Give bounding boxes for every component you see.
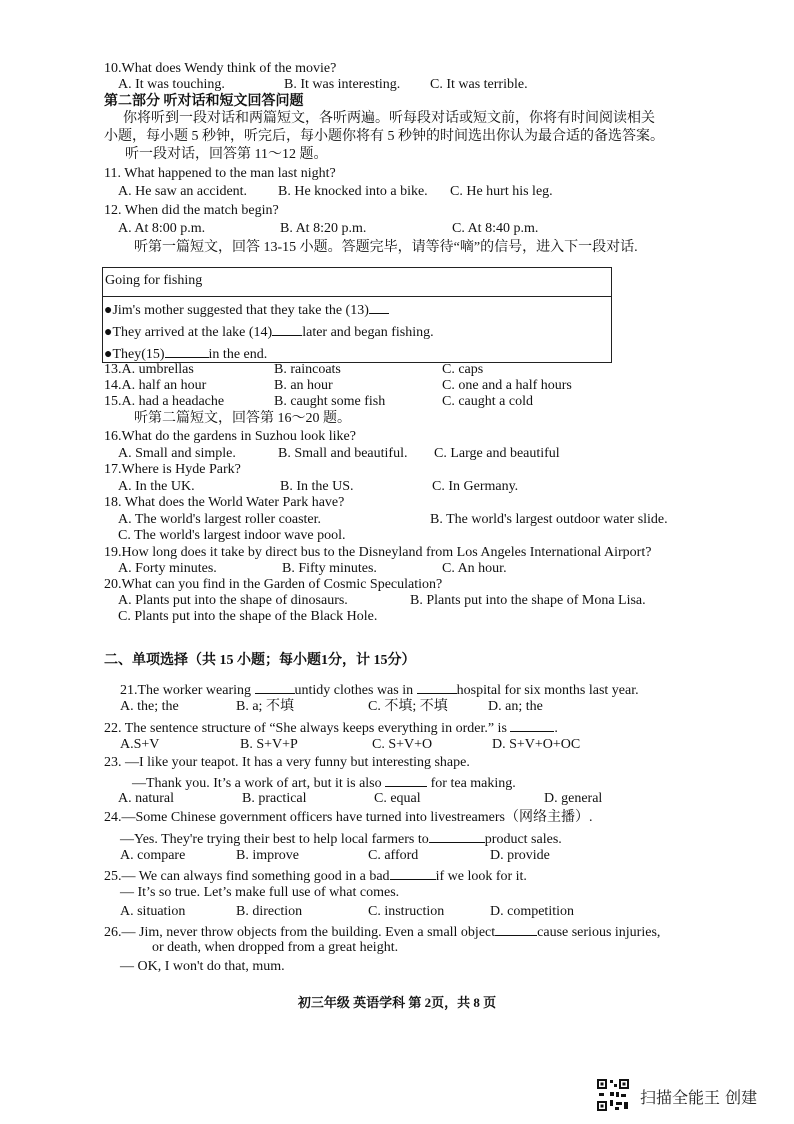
q19-stem: 19.How long does it take by direct bus to the Disneyland from Los Angeles International Airport? <box>104 545 652 560</box>
q21-stem-part1: 21.The worker wearing <box>120 683 252 698</box>
q21-option-d: D. an; the <box>488 699 543 714</box>
q24-option-d: D. provide <box>490 848 550 863</box>
fishing-line-15-tail: in the end. <box>208 347 268 362</box>
q20-option-a: A. Plants put into the shape of dinosaurs. <box>118 593 348 608</box>
q13-option-c: C. caps <box>442 362 484 377</box>
q25-line2: — It’s so true. Let’s make full use of what comes. <box>120 885 400 900</box>
q21-stem-part3: hospital for six months last year. <box>456 683 639 698</box>
part2-instructions-line2: 小题，每小题 5 秒钟，听完后，每小题你将有 5 秒钟的时间选出你认为最合适的备选答案。 <box>104 129 664 144</box>
q22-stem-text: 22. The sentence structure of “She always keeps everything in order.” is <box>104 721 507 736</box>
q15-option-a: 15.A. had a headache <box>104 394 225 409</box>
q22-option-d: D. S+V+O+OC <box>492 737 581 752</box>
q23-option-b: B. practical <box>242 791 307 806</box>
q14-option-c: C. one and a half hours <box>442 378 572 393</box>
page-footer: 初三年级 英语学科 第 2页，共 8 页 <box>297 995 497 1010</box>
q13-option-a: 13.A. umbrellas <box>104 362 194 377</box>
q20-option-b: B. Plants put into the shape of Mona Lisa. <box>410 593 646 608</box>
qr-code-icon <box>596 1078 630 1112</box>
q10-option-a: A. It was touching. <box>118 77 225 92</box>
q11-option-a: A. He saw an accident. <box>118 184 248 199</box>
q25-line1-text: 25.— We can always find something good in a bad <box>104 869 390 884</box>
q12-option-a: A. At 8:00 p.m. <box>118 221 206 236</box>
q22-blank <box>510 718 554 732</box>
fishing-line-15-text: ●They(15) <box>104 347 165 362</box>
q25-option-a: A. situation <box>120 904 186 919</box>
fishing-line-14-tail: later and began fishing. <box>302 325 434 340</box>
section2-title: 二、单项选择（共 15 小题；每小题1分，计 15分） <box>104 653 416 668</box>
q25-option-d: D. competition <box>490 904 574 919</box>
part2-instructions-line1: 你将听到一段对话和两篇短文，各听两遍。听每段对话或短文前，你将有时间阅读相关 <box>123 111 655 126</box>
q22-option-a: A.S+V <box>120 737 160 752</box>
q14-option-b: B. an hour <box>274 378 333 393</box>
q18-stem: 18. What does the World Water Park have? <box>104 495 345 510</box>
fishing-line-13 <box>104 300 389 319</box>
q23-blank <box>385 773 427 787</box>
q24-line2-text: —Yes. They're trying their best to help local farmers to <box>120 832 429 847</box>
q20-option-c: C. Plants put into the shape of the Black Hole. <box>118 609 378 624</box>
q16-option-a: A. Small and simple. <box>118 446 236 461</box>
q17-option-a: A. In the UK. <box>118 479 195 494</box>
q22-stem <box>104 718 558 737</box>
q23-line1: 23. —I like your teapot. It has a very funny but interesting shape. <box>104 755 470 770</box>
q21-blank-2 <box>417 680 457 694</box>
q23-option-c: C. equal <box>374 791 421 806</box>
q19-option-b: B. Fifty minutes. <box>282 561 377 576</box>
q14-option-a: 14.A. half an hour <box>104 378 207 393</box>
scanner-watermark-text: 扫描全能王 创建 <box>640 1088 758 1107</box>
q24-line1: 24.—Some Chinese government officers have turned into livestreamers（网络主播）. <box>104 810 593 825</box>
fishing-box-header <box>103 268 611 297</box>
q18-option-c: C. The world's largest indoor wave pool. <box>118 528 346 543</box>
q16-stem: 16.What do the gardens in Suzhou look like? <box>104 429 356 444</box>
q17-option-c: C. In Germany. <box>432 479 519 494</box>
q25-blank <box>390 866 436 880</box>
fishing-line-14 <box>104 322 434 341</box>
q23-line2 <box>132 773 516 792</box>
q12-stem: 12. When did the match begin? <box>104 203 279 218</box>
passage1-intro: 听第一篇短文，回答 13-15 小题。答题完毕，请等待“嘀”的信号，进入下一段对话. <box>134 240 638 255</box>
q26-line1-text: 26.— Jim, never throw objects from the building. Even a small object <box>104 925 496 940</box>
dialog-intro: 听一段对话，回答第 11～12 题。 <box>125 147 328 162</box>
q24-option-a: A. compare <box>120 848 186 863</box>
q18-option-a: A. The world's largest roller coaster. <box>118 512 322 527</box>
q11-option-b: B. He knocked into a bike. <box>278 184 428 199</box>
q10-option-b: B. It was interesting. <box>284 77 401 92</box>
q21-option-c: C. 不填; 不填 <box>368 699 448 714</box>
q15-option-b: B. caught some fish <box>274 394 386 409</box>
part2-title: 第二部分 听对话和短文回答问题 <box>104 94 304 109</box>
q18-option-b: B. The world's largest outdoor water slide. <box>430 512 668 527</box>
q12-option-c: C. At 8:40 p.m. <box>452 221 539 236</box>
q11-option-c: C. He hurt his leg. <box>450 184 553 199</box>
q17-stem: 17.Where is Hyde Park? <box>104 462 241 477</box>
blank-13 <box>369 300 389 314</box>
q21-stem-part2: untidy clothes was in <box>294 683 414 698</box>
passage2-intro: 听第二篇短文，回答第 16～20 题。 <box>134 411 351 426</box>
q10-stem: 10.What does Wendy think of the movie? <box>104 61 337 76</box>
q21-stem <box>120 680 639 699</box>
q10-option-c: C. It was terrible. <box>430 77 528 92</box>
q21-blank-1 <box>255 680 295 694</box>
q17-option-b: B. In the US. <box>280 479 354 494</box>
q15-option-c: C. caught a cold <box>442 394 533 409</box>
q21-option-b: B. a; 不填 <box>236 699 294 714</box>
q11-stem: 11. What happened to the man last night? <box>104 166 336 181</box>
q24-blank <box>429 829 485 843</box>
q20-stem: 20.What can you find in the Garden of Cosmic Speculation? <box>104 577 443 592</box>
q25-option-c: C. instruction <box>368 904 445 919</box>
q19-option-a: A. Forty minutes. <box>118 561 217 576</box>
q24-option-b: B. improve <box>236 848 299 863</box>
q13-option-b: B. raincoats <box>274 362 341 377</box>
q24-line2-tail: product sales. <box>484 832 562 847</box>
q12-option-b: B. At 8:20 p.m. <box>280 221 367 236</box>
q23-line2-text: —Thank you. It’s a work of art, but it is also <box>132 776 382 791</box>
fishing-line-14-text: ●They arrived at the lake (14) <box>104 325 273 340</box>
q23-line2-tail: for tea making. <box>430 776 516 791</box>
q24-option-c: C. afford <box>368 848 419 863</box>
q26-line3: — OK, I won't do that, mum. <box>120 959 285 974</box>
q19-option-c: C. An hour. <box>442 561 507 576</box>
q26-line2: or death, when dropped from a great height. <box>152 940 399 955</box>
q23-option-d: D. general <box>544 791 603 806</box>
fishing-line-13-text: ●Jim's mother suggested that they take the (13) <box>104 303 369 318</box>
q25-line1 <box>104 866 527 885</box>
q26-line1 <box>104 922 660 941</box>
q22-option-b: B. S+V+P <box>240 737 298 752</box>
q22-stem-end: . <box>554 721 558 736</box>
q26-line1-tail: cause serious injuries, <box>537 925 661 940</box>
fishing-line-15 <box>104 344 267 363</box>
blank-15 <box>165 344 209 358</box>
fishing-box-title: Going for fishing <box>105 273 203 288</box>
q24-line2 <box>120 829 562 848</box>
q21-option-a: A. the; the <box>120 699 179 714</box>
q25-option-b: B. direction <box>236 904 303 919</box>
q23-option-a: A. natural <box>118 791 174 806</box>
q25-line1-tail: if we look for it. <box>435 869 527 884</box>
q26-blank <box>495 922 537 936</box>
q16-option-c: C. Large and beautiful <box>434 446 560 461</box>
blank-14 <box>272 322 302 336</box>
q16-option-b: B. Small and beautiful. <box>278 446 408 461</box>
q22-option-c: C. S+V+O <box>372 737 433 752</box>
fishing-notes-box <box>102 267 612 363</box>
